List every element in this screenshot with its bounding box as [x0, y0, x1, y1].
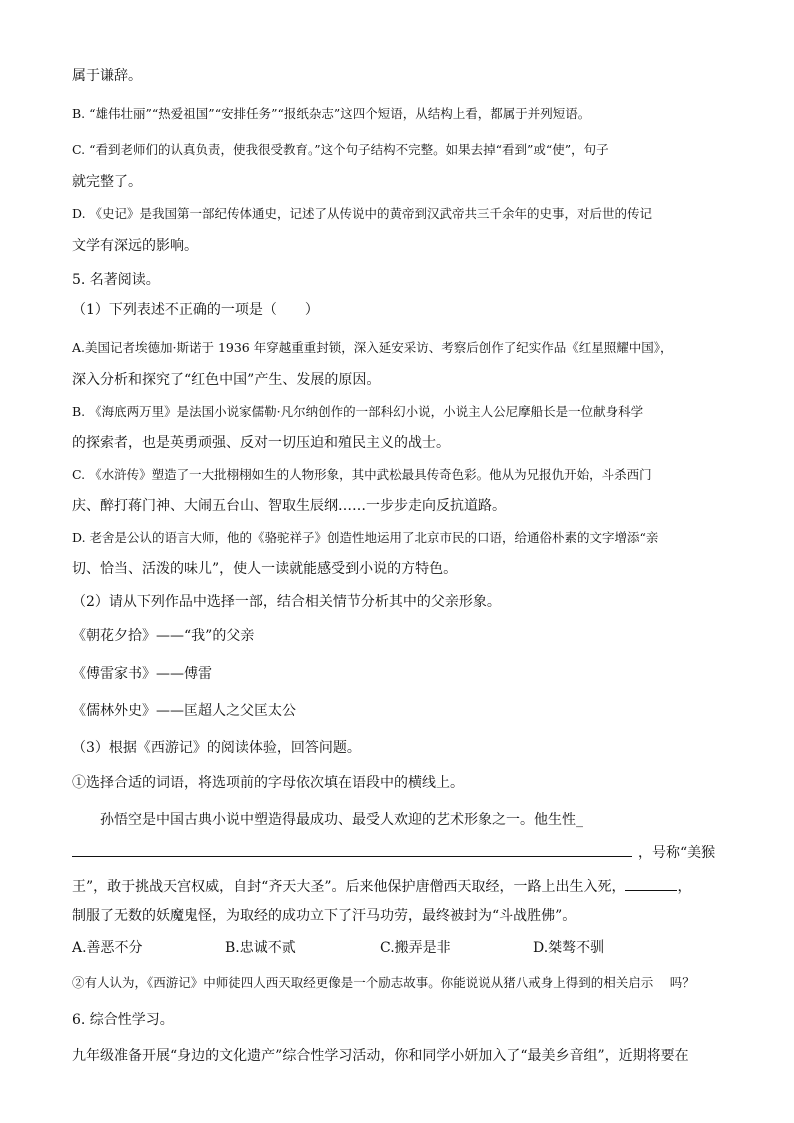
- sub-question: ②有人认为，《西游记》中师徒四人西天取经更像是一个励志故事。你能说说从猪八戒身上得到的相关启示 吗？: [72, 975, 695, 990]
- text-line: 就完整了。: [72, 174, 142, 190]
- choice-d: D.桀骜不驯: [533, 940, 605, 956]
- choice-c: C.搬弄是非: [380, 940, 451, 956]
- text-line: 属于谦辞。: [72, 68, 142, 84]
- text-line: 文学有深远的影响。: [72, 238, 198, 254]
- sub-question: （1）下列表述不正确的一项是（ ）: [72, 302, 319, 318]
- text-line: 九年级准备开展“身边的文化遗产”综合性学习活动，你和同学小妍加入了“最美乡音组”，近期将要在: [72, 1048, 689, 1064]
- answer-blank[interactable]: [72, 855, 632, 857]
- sub-question: （3）根据《西游记》的阅读体验，回答问题。: [72, 740, 361, 756]
- choice-b: B.忠诚不贰: [225, 940, 296, 956]
- text-line: 深入分析和探究了“红色中国”产生、发展的原因。: [72, 372, 381, 388]
- work-item: 《朝花夕拾》——“我”的父亲: [72, 628, 255, 644]
- choice-a: A.善恶不分: [72, 940, 143, 956]
- question-heading: 5. 名著阅读。: [72, 272, 160, 288]
- option-a: A.美国记者埃德加·斯诺于 1936 年穿越重重封锁，深入延安采访、考察后创作了纪实作品《红星照耀中国》，: [72, 340, 673, 355]
- option-c-statement: C. “看到老师们的认真负责，使我很受教育。”这个句子结构不完整。如果去掉“看到”或“使”，句子: [72, 142, 609, 157]
- option-d: D. 老舍是公认的语言大师，他的《骆驼祥子》创造性地运用了北京市民的口语，给通俗朴素的文字增添“亲: [72, 530, 659, 545]
- option-d-statement: D. 《史记》是我国第一部纪传体通史，记述了从传说中的黄帝到汉武帝共三千余年的史事，对后世的传记: [72, 206, 653, 221]
- passage-line: ，号称“美猴: [638, 845, 716, 861]
- text-line: 的探索者，也是英勇顽强、反对一切压迫和殖民主义的战士。: [72, 435, 450, 451]
- work-item: 《傅雷家书》——傅雷: [72, 666, 212, 682]
- passage-text: 王”，敢于挑战天宫权威，自封“齐天大圣”。后来他保护唐僧西天取经，一路上出生入死，: [72, 879, 626, 895]
- text-line: 庆、醉打蒋门神、大闹五台山、智取生辰纲……一步步走向反抗道路。: [72, 498, 506, 514]
- text-line: 切、恰当、活泼的味儿”，使人一读就能感受到小说的方特色。: [72, 561, 458, 577]
- question-heading: 6. 综合性学习。: [72, 1012, 174, 1028]
- instruction: ①选择合适的词语，将选项前的字母依次填在语段中的横线上。: [72, 775, 464, 791]
- answer-blank[interactable]: [625, 876, 677, 891]
- passage-line: 制服了无数的妖魔鬼怪，为取经的成功立下了汗马功劳，最终被封为“斗战胜佛”。: [72, 908, 577, 924]
- work-item: 《儒林外史》——匡超人之父匡太公: [72, 703, 296, 719]
- option-b: B. 《海底两万里》是法国小说家儒勒·凡尔纳创作的一部科幻小说，小说主人公尼摩船长是一位献身科学: [72, 404, 644, 419]
- passage-line: 孙悟空是中国古典小说中塑造得最成功、最受人欢迎的艺术形象之一。他生性_: [100, 812, 583, 828]
- passage-line: [72, 876, 691, 897]
- option-b-statement: B. “雄伟壮丽”“热爱祖国”“安排任务”“报纸杂志”这四个短语，从结构上看，都属于并列短语。: [72, 106, 591, 121]
- option-c: C. 《水浒传》塑造了一大批栩栩如生的人物形象，其中武松最具传奇色彩。他从为兄报仇开始，斗杀西门: [72, 467, 652, 482]
- passage-text: ，: [677, 879, 692, 895]
- sub-question: （2）请从下列作品中选择一部，结合相关情节分析其中的父亲形象。: [72, 594, 501, 610]
